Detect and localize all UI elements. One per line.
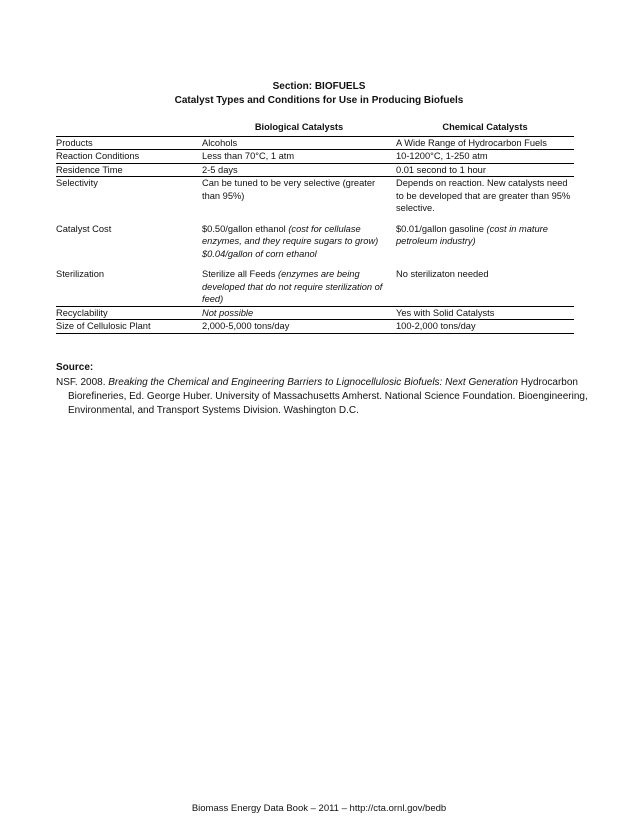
- cost-note: (cost in mature petroleum industry): [396, 223, 548, 246]
- cost-value: $0.01/gallon gasoline: [396, 223, 487, 234]
- chemical-cell: 10-1200°C, 1-250 atm: [396, 150, 574, 164]
- table-title: Catalyst Types and Conditions for Use in Producing Biofuels: [174, 95, 464, 106]
- table-row-selectivity: [56, 177, 574, 223]
- cost-note: (cost for cellulase enzymes, and they require sugars to grow) $0.04/gallon of corn ethanol: [202, 223, 379, 259]
- section-title: Section: BIOFUELS: [272, 81, 366, 92]
- table-row-catalyst-cost: [56, 223, 574, 269]
- page-footer: Biomass Energy Data Book – 2011 – http://cta.ornl.gov/bedb: [191, 803, 447, 814]
- table-row-plant-size: [56, 320, 574, 334]
- row-label: Catalyst Cost: [56, 223, 112, 234]
- cost-value: $0.50/gallon ethanol: [202, 223, 289, 234]
- citation-title: Breaking the Chemical and Engineering Barriers to Lignocellulosic Biofuels: Next Generation: [108, 377, 518, 388]
- chemical-cell: [396, 223, 574, 269]
- chemical-cell: No sterilizaton needed: [396, 268, 574, 306]
- biological-cell: [202, 223, 396, 269]
- row-label: Sterilization: [56, 268, 202, 306]
- row-label: Size of Cellulosic Plant: [56, 320, 202, 334]
- chemical-cell: 0.01 second to 1 hour: [396, 163, 574, 177]
- table-row-reaction-conditions: [56, 150, 574, 164]
- chemical-cell: A Wide Range of Hydrocarbon Fuels: [396, 136, 574, 150]
- table-row-sterilization: [56, 268, 574, 306]
- row-label: Reaction Conditions: [56, 150, 202, 164]
- biological-cell: Can be tuned to be very selective (greater than 95%): [202, 178, 376, 201]
- column-header-chemical: Chemical Catalysts: [396, 119, 574, 136]
- catalyst-table: [56, 119, 574, 334]
- source-heading: Source:: [56, 362, 94, 373]
- chemical-cell: Yes with Solid Catalysts: [396, 306, 574, 320]
- chemical-cell: 100-2,000 tons/day: [396, 320, 574, 334]
- chemical-cell: Depends on reaction. New catalysts need to be developed that are greater than 95% selective.: [396, 178, 571, 213]
- column-header-blank: [56, 119, 202, 136]
- sterilization-note: (enzymes are being developed that do not require sterilization of feed): [202, 269, 383, 304]
- biological-cell: [202, 268, 396, 306]
- row-label: Selectivity: [56, 178, 98, 188]
- biological-cell: Less than 70°C, 1 atm: [202, 150, 396, 164]
- biological-cell: Alcohols: [202, 136, 396, 150]
- biological-cell: [202, 306, 396, 320]
- source-citation: [56, 376, 588, 418]
- citation-details: Hydrocarbon Biorefineries, Ed. George Huber. University of Massachusetts Amherst. National Science Foundation. Bioengineering, Environmental, and Transport Systems Division. Washington D.C.: [68, 377, 588, 416]
- table-row-products: [56, 136, 574, 150]
- row-label: Recyclability: [56, 306, 202, 320]
- row-label: Products: [56, 136, 202, 150]
- column-header-biological: Biological Catalysts: [202, 119, 396, 136]
- citation-prefix: NSF. 2008.: [56, 377, 109, 388]
- sterilization-value: Sterilize all Feeds: [202, 269, 278, 279]
- table-header-row: [56, 119, 574, 136]
- biological-cell: 2,000-5,000 tons/day: [202, 320, 396, 334]
- table-row-recyclability: [56, 306, 574, 320]
- recyclability-value: Not possible: [202, 307, 254, 318]
- table-row-residence-time: [56, 163, 574, 177]
- biological-cell: 2-5 days: [202, 163, 396, 177]
- row-label: Residence Time: [56, 163, 202, 177]
